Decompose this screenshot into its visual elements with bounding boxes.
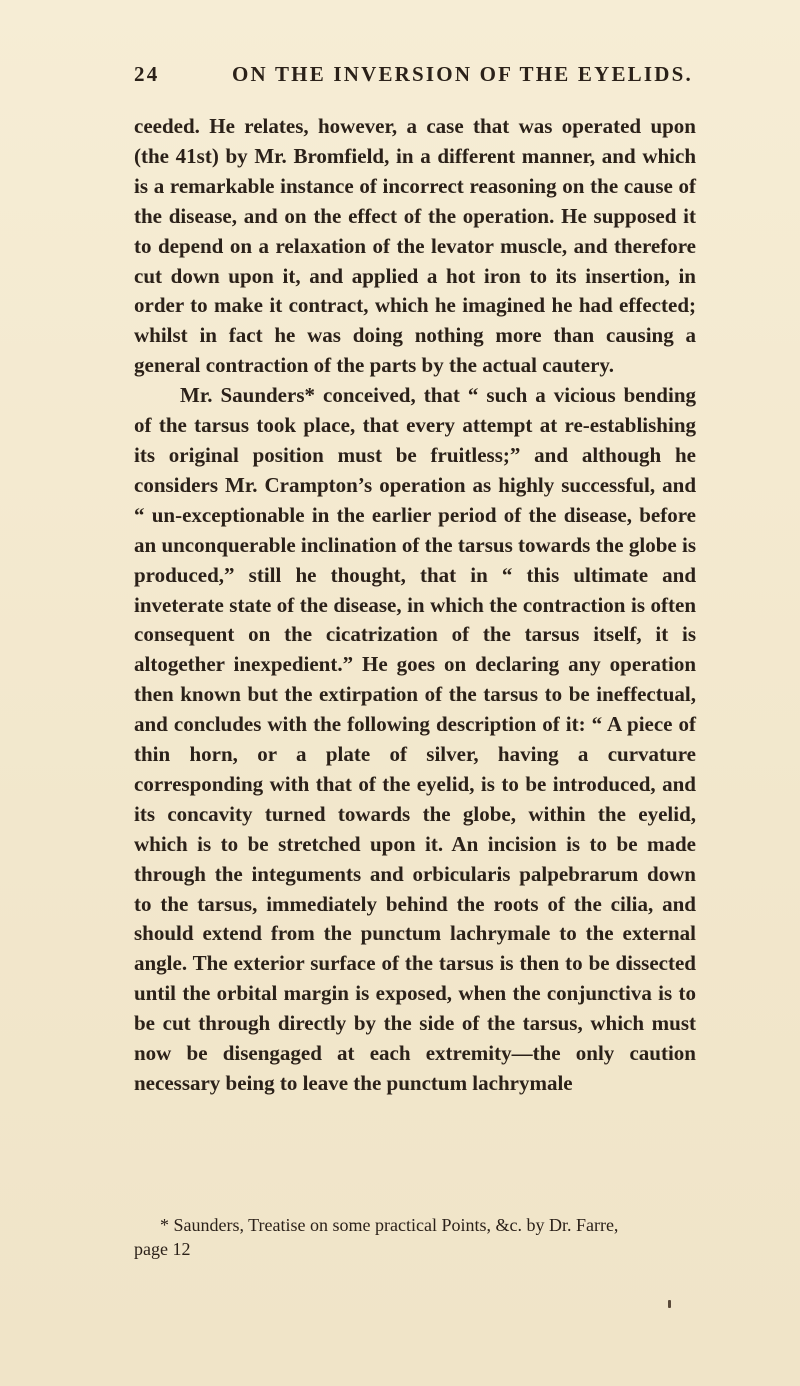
footnote-page-ref: page 12 <box>134 1239 191 1259</box>
running-head: ON THE INVERSION OF THE EYELIDS. <box>232 62 693 86</box>
paragraph-2: Mr. Saunders* conceived, that “ such a vicious bending of the tarsus took place, that every attempt at re-establishing its original position must be fruitless;” and although he considers Mr. Crampton’s operation as highly successful, and “ un-exceptionable in the earlier period of the disease, before an unconquerable inclination of the tarsus towards the globe is produced,” still he thought, that in “ this ultimate and inveterate state of the disease, in which the contraction is often consequent on the cicatrization of the tarsus itself, it is altogether inexpedient.” He goes on declaring any operation then known but the extirpation of the tarsus to be ineffectual, and concludes with the following description of it: “ A piece of thin horn, or a plate of silver, having a curvature corresponding with that of the eyelid, is to be introduced, and its concavity turned towards the globe, within the eyelid, which is to be stretched upon it. An incision is to be made through the integuments and orbicularis palpebrarum down to the tarsus, immediately behind the roots of the cilia, and should extend from the punctum lachrymale to the external angle. The exterior surface of the tarsus is then to be dissected until the orbital margin is exposed, when the conjunctiva is to be cut through directly by the side of the tarsus, which must now be disengaged at each extremity—the only caution necessary being to leave the punctum lachrymale <box>134 383 696 1095</box>
footnote-citation: * Saunders, Treatise on some practical Points, &c. by Dr. Farre, <box>160 1215 619 1235</box>
paragraph-1: ceeded. He relates, however, a case that was operated upon (the 41st) by Mr. Bromfield, in a different manner, and which is a remarkable instance of incorrect reasoning on the cause of the disease, and on the effect of the operation. He supposed it to depend on a relaxation of the levator muscle, and therefore cut down upon it, and applied a hot iron to its insertion, in order to make it contract, which he imagined he had effected; whilst in fact he was doing nothing more than causing a general contraction of the parts by the actual cautery. <box>134 114 696 378</box>
page-number: 24 <box>134 62 160 86</box>
ink-speck <box>668 1300 671 1308</box>
footnote <box>134 1213 696 1261</box>
body-text <box>134 112 696 1099</box>
page-header <box>134 62 694 92</box>
